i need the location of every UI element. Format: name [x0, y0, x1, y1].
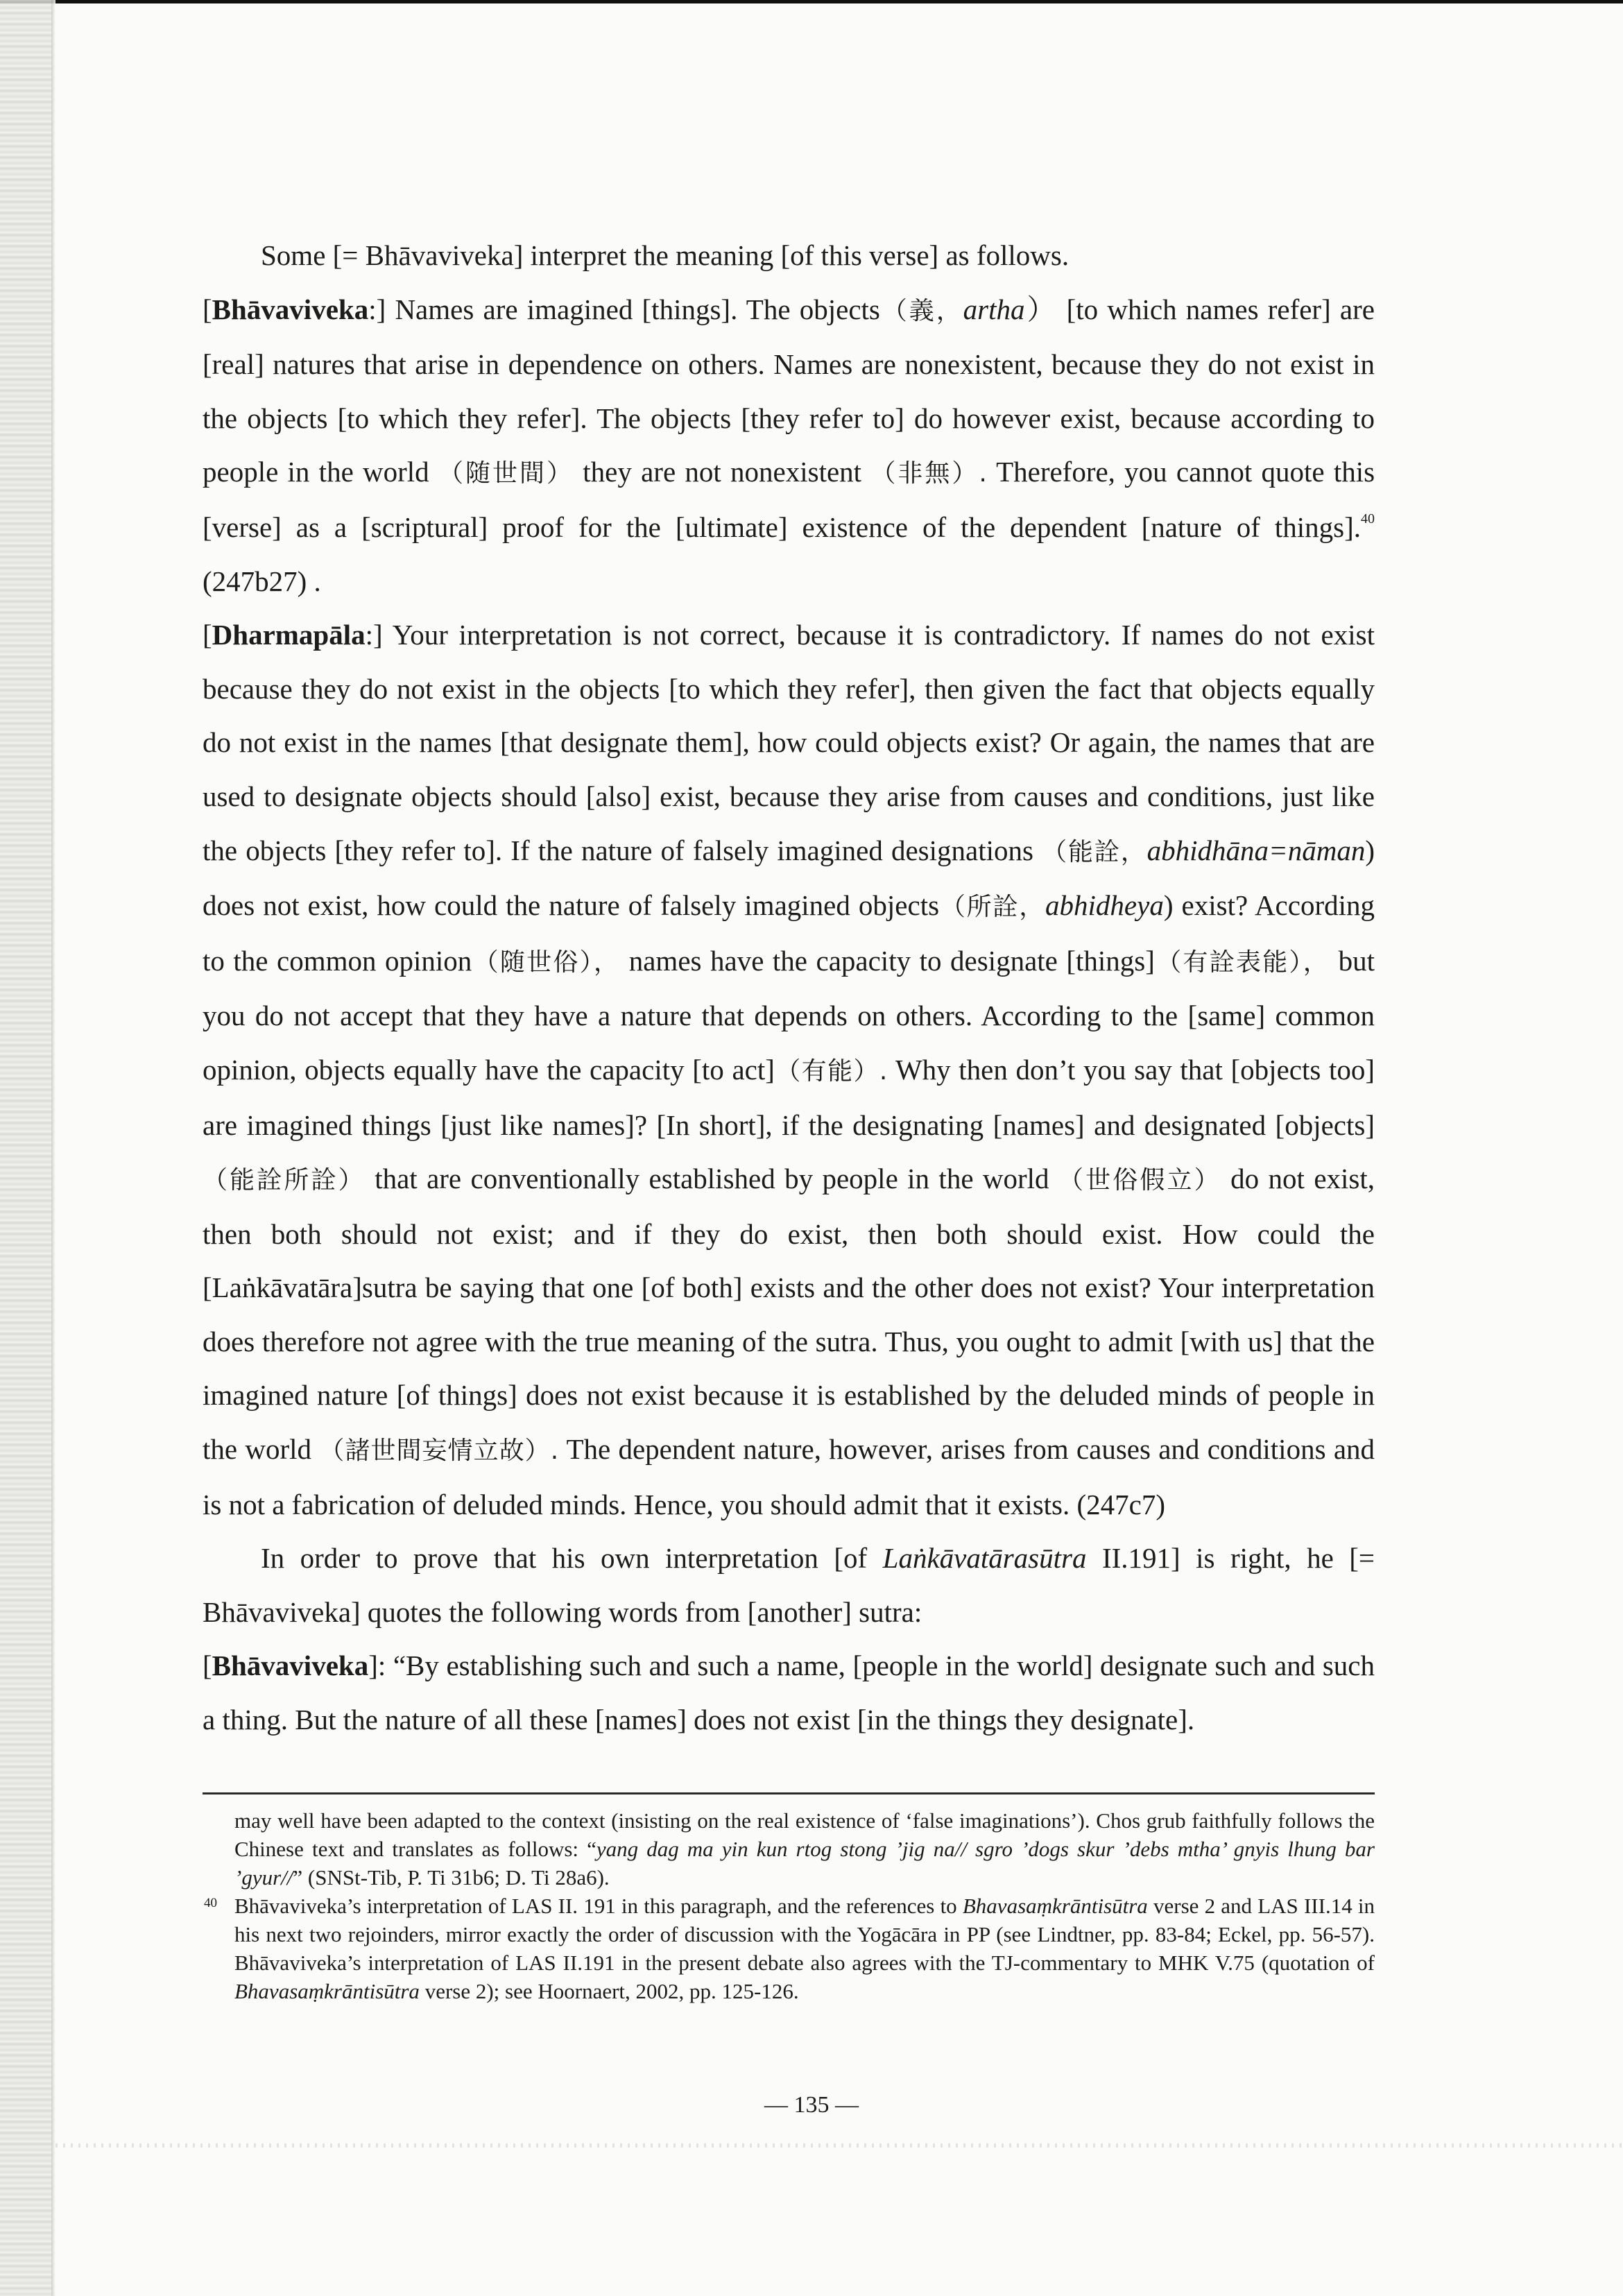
paragraph-quote-intro: In order to prove that his own interpretation [of Laṅkāvatārasūtra II.191] is right, he [= Bhāvaviveka] quotes the following words from [another] sutra:: [203, 1542, 1375, 1628]
paragraph-intro: Some [= Bhāvaviveka] interpret the meaning [of this verse] as follows.: [261, 239, 1070, 271]
footnote-ref-40: 40: [1361, 511, 1375, 526]
paragraph-bhavaviveka: [Bhāvaviveka:] Names are imagined [things]. The objects（義，artha） [to which names refer] are [real] natures that arise in dependence on others. Names are nonexistent, because they do not exist in the objects [to which they refer]. The objects [they refer to] do however exist, because according to people in the world （随世間） they are not nonexistent （非無）. Therefore, you cannot quote this [verse] as a [scriptural] proof for the [ultimate] existence of the dependent [nature of things].$^{40}$ (247b27) .: [203, 293, 1375, 597]
main-text: [203, 229, 1375, 1747]
top-border: [0, 0, 1623, 3]
footnote-40: 40 Bhāvaviveka’s interpretation of LAS II. 191 in this paragraph, and the references to Bhavasaṃkrāntisūtra verse 2 and LAS III.14 in his next two rejoinders, mirror exactly the order of discussion with the Yogācāra in PP (see Lindtner, pp. 83-84; Eckel, pp. 56-57). Bhāvaviveka’s interpretation of LAS II.191 in the present debate also agrees with the TJ-commentary to MHK V.75 (quotation of Bhavasaṃkrāntisūtra verse 2); see Hoornaert, 2002, pp. 125-126.: [234, 1892, 1375, 2005]
paragraph-dharmapala: [Dharmapāla:] Your interpretation is not correct, because it is contradictory. If names do not exist because they do not exist in the objects [to which they refer], then given the fact that objects equally do not exist in the names [that designate them], how could objects exist? Or again, the names that are used to designate objects should [also] exist, because they arise from causes and conditions, just like the objects [they refer to]. If the nature of falsely imagined designations （能詮，abhidhāna=nāman) does not exist, how could the nature of falsely imagined objects（所詮，abhidheya) exist? According to the common opinion（随世俗）， names have the capacity to designate [things]（有詮表能）， but you do not accept that they have a nature that depends on others. According to the [same] common opinion, objects equally have the capacity [to act]（有能）. Why then don’t you say that [objects too] are imagined things [just like names]? [In short], if the designating [names] and designated [objects]（能詮所詮） that are conventionally established by people in the world （世俗假立） do not exist, then both should not exist; and if they do exist, then both should exist. How could the [Laṅkāvatāra]sutra be saying that one [of both] exists and the other does not exist? Your interpretation does therefore not agree with the true meaning of the sutra. Thus, you ought to admit [with us] that the imagined nature [of things] does not exist because it is established by the deluded minds of people in the world （諸世間妄情立故）. The dependent nature, however, arises from causes and conditions and is not a fabrication of deluded minds. Hence, you should admit that it exists. (247c7): [203, 619, 1375, 1520]
scan-bottom-noise: [55, 2143, 1623, 2148]
footnote-divider: [203, 1792, 1375, 1794]
speaker-label: Bhāvaviveka: [212, 293, 369, 325]
footnotes: [204, 1806, 1375, 2005]
footnote-continuation: may well have been adapted to the context (insisting on the real existence of ‘false imaginations’). Chos grub faithfully follows the Chinese text and translates as follows: “yang dag ma yin kun rtog stong ’jig na// sgro ’dogs skur ’debs mtha’ gnyis lhung bar ’gyur//” (SNSt-Tib, P. Ti 31b6; D. Ti 28a6).: [234, 1808, 1375, 1890]
paragraph-bhavaviveka-quote: [Bhāvaviveka]: “By establishing such and such a name, [people in the world] designate such and such a thing. But the nature of all these [names] does not exist [in the things they designate].: [203, 1650, 1375, 1736]
scan-binding-edge: [0, 0, 55, 2296]
footnote-number: 40: [204, 1896, 217, 1910]
speaker-label: Bhāvaviveka: [212, 1650, 369, 1682]
page-number: — 135 —: [764, 2092, 859, 2118]
speaker-label: Dharmapāla: [212, 619, 366, 651]
